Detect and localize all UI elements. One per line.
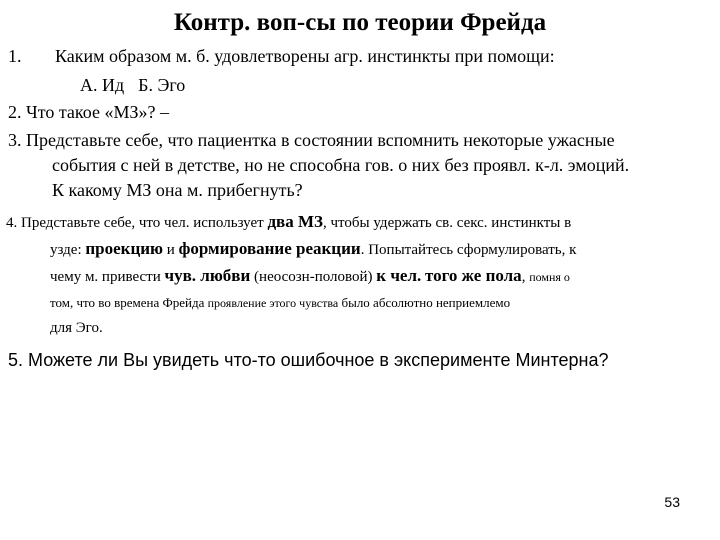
question-3 <box>8 128 698 203</box>
question-1-text: Каким образом м. б. удовлетворены агр. инстинкты при помощи: <box>55 46 555 66</box>
slide-title: Контр. воп-сы по теории Фрейда <box>173 9 547 36</box>
page-number: 53 <box>664 494 680 510</box>
question-3-line-2: события с ней в детстве, но не способна гов. о них без проявл. к-л. эмоций. <box>52 155 630 175</box>
q4-text: 4. Представьте себе, что чел. использует <box>6 215 268 231</box>
q4-small-text: проявление этого чувства <box>207 296 339 310</box>
question-4-line-5: для Эго. <box>50 320 103 336</box>
question-5: 5. Можете ли Вы увидеть что-то ошибочное в эксперименте Минтерна? <box>8 350 609 370</box>
q4-text: и <box>163 242 179 258</box>
question-3-line-3: К какому МЗ она м. прибегнуть? <box>52 180 303 200</box>
q4-small-text: помня о <box>529 270 570 284</box>
q4-bold-text: два МЗ <box>267 212 324 231</box>
question-4-line-2 <box>6 236 706 263</box>
question-1-options <box>80 73 185 97</box>
question-4-line-3 <box>6 263 706 290</box>
question-1-option-b: Б. Эго <box>138 75 186 95</box>
q4-bold-text: проекцию <box>85 239 164 258</box>
question-4-line-4 <box>6 290 706 316</box>
question-4-line-1 <box>6 209 706 236</box>
q4-text: чему м. привести <box>50 269 165 285</box>
question-1-number: 1. <box>8 46 22 66</box>
question-4 <box>6 209 706 341</box>
q4-bold-text: формирование реакции <box>178 239 361 258</box>
q4-bold-text: того же пола <box>425 266 522 285</box>
q4-text: . Попытайтесь сформулировать, к <box>360 242 577 258</box>
q4-text: , <box>521 269 530 285</box>
q4-bold-text: к чел. <box>376 266 422 285</box>
question-1-option-a: А. Ид <box>80 75 125 95</box>
q4-text: было абсолютно неприемлемо <box>338 295 511 310</box>
q4-bold-text: чув. любви <box>164 266 251 285</box>
question-2: 2. Что такое «МЗ»? – <box>8 102 169 122</box>
question-3-line-1: 3. Представьте себе, что пациентка в состоянии вспомнить некоторые ужасные <box>8 130 615 150</box>
q4-text: , чтобы удержать св. секс. инстинкты в <box>323 215 572 231</box>
q4-text: том, что во времена Фрейда <box>50 295 208 310</box>
q4-text: (неосозн-половой) <box>250 269 377 285</box>
q4-text: узде: <box>50 242 86 258</box>
